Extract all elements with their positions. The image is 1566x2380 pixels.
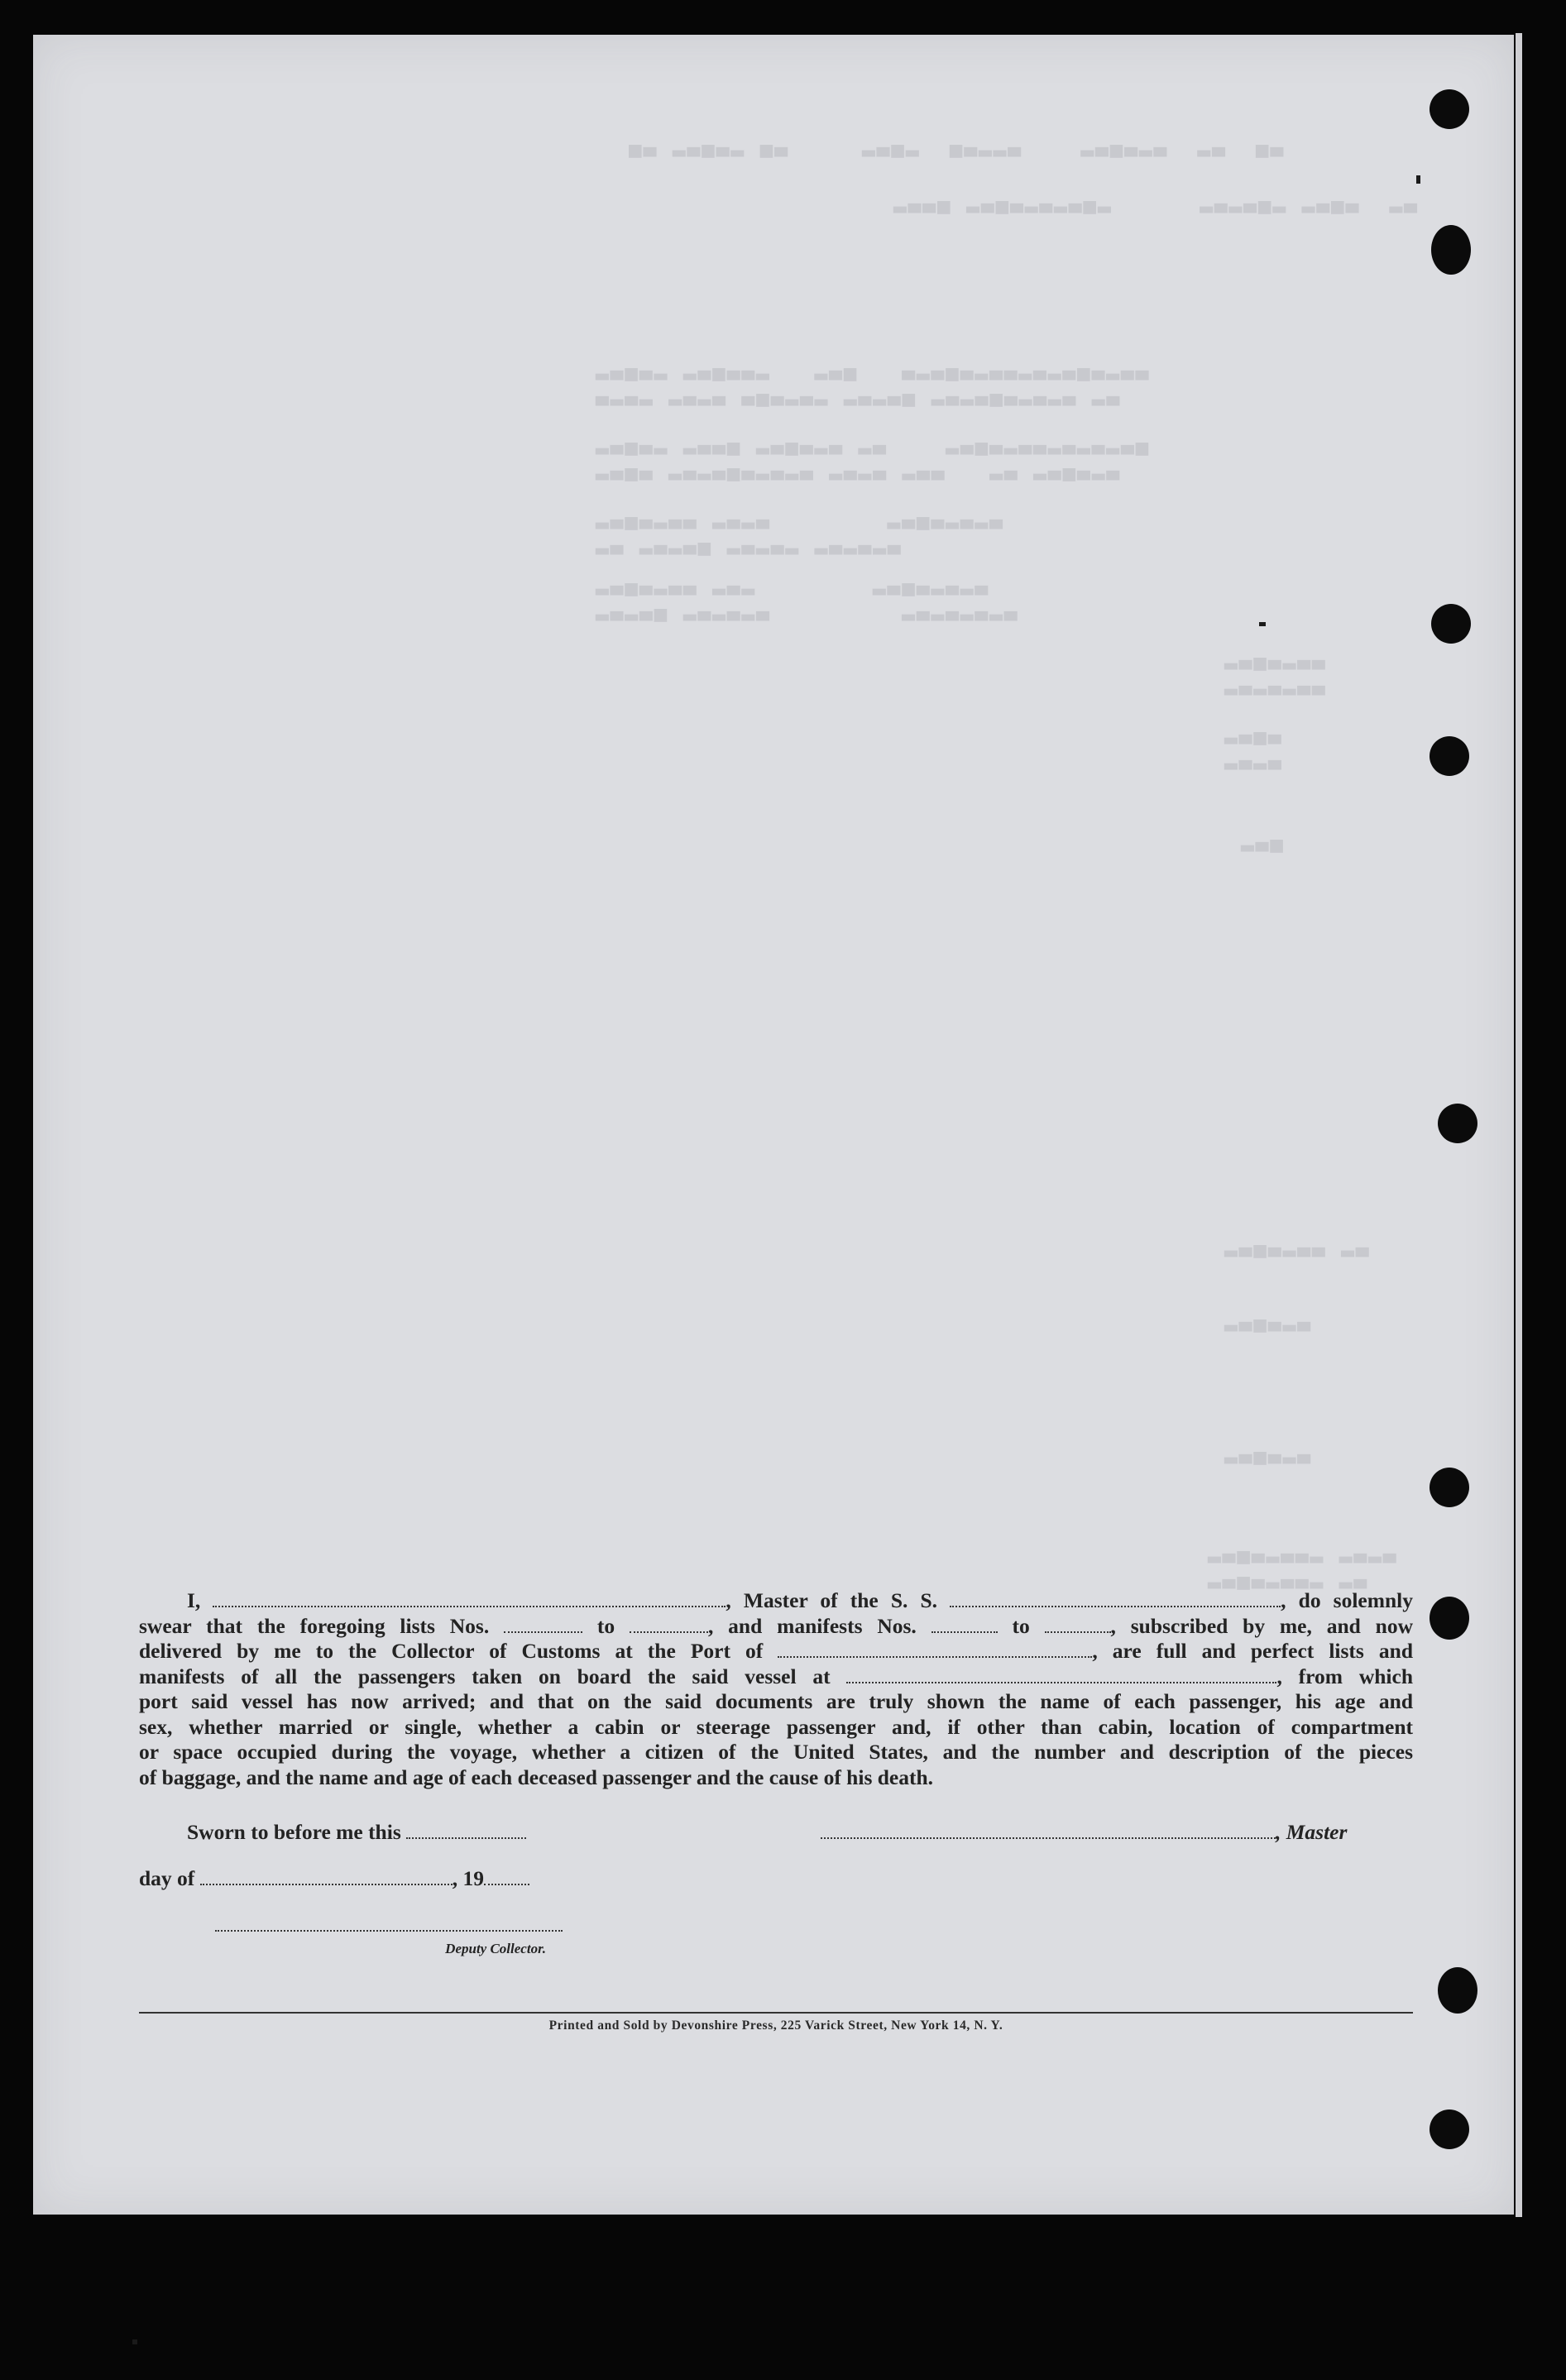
- masters-oath: [139, 1588, 1413, 1790]
- punch-hole: [1430, 1468, 1469, 1507]
- bleed-through-text: ▂▃▄▃▂▃: [1224, 1308, 1312, 1333]
- punch-hole: [1430, 2109, 1469, 2149]
- sworn-block: [139, 1820, 1413, 1956]
- oath-line-4: [139, 1664, 1413, 1690]
- punch-hole: [1431, 604, 1471, 644]
- oath-text: , are full and perfect lists and: [1092, 1639, 1414, 1663]
- sworn-label: Sworn to before me this: [187, 1820, 401, 1844]
- oath-text: I,: [187, 1588, 201, 1612]
- oath-line-5: port said vessel has now arrived; and that on the said documents are truly shown the name of each passenger, his age and: [139, 1689, 1413, 1713]
- bleed-through-text: ▂▃▄▃▂▃: [1224, 1440, 1312, 1465]
- bleed-through-text: ▂▃▃▄ ▂▃▄▃▂▃▂▃▄▂ ▂▃▂▃▄▂ ▂▃▄▃ ▂▃: [893, 189, 1419, 214]
- oath-line-8: of baggage, and the name and age of each deceased passenger and the cause of his death.: [139, 1765, 934, 1789]
- bleed-through-text: ▂▃▄▃▂▃▃ ▂▃: [1224, 1233, 1371, 1258]
- printer-imprint: Printed and Sold by Devonshire Press, 225 Varick Street, New York 14, N. Y.: [548, 2018, 1003, 2033]
- speck: [132, 2339, 137, 2344]
- vessel-name-field[interactable]: [950, 1591, 1281, 1607]
- punch-hole: [1431, 225, 1471, 275]
- master-label: , Master: [1276, 1820, 1348, 1844]
- sworn-day-field[interactable]: [406, 1822, 526, 1839]
- oath-line-3: [139, 1639, 1413, 1664]
- year-label: , 19: [452, 1866, 484, 1890]
- manifests-from-field[interactable]: [931, 1616, 998, 1633]
- master-name-field[interactable]: [213, 1591, 726, 1607]
- year-field[interactable]: [484, 1869, 529, 1885]
- speck: [1416, 175, 1420, 184]
- manifests-to-field[interactable]: [1045, 1616, 1111, 1633]
- master-signature-field[interactable]: [821, 1822, 1276, 1839]
- lists-to-field[interactable]: [630, 1616, 708, 1633]
- bleed-through-text: ▂▃▄▃▂ ▂▃▃▄ ▂▃▄▃▂▃ ▂▃ ▂▃▄▃▂▃▃▂▃▂▃▂▃▄ ▂▃▄▃ ▂▃▂▃▄▃▂▃▂▃ ▂▃▂▃ ▂▃▃ ▂▃ ▂▃▄▃▂▃: [596, 431, 1151, 481]
- bleed-through-text: ▂▃▄▃▂ ▂▃▄▃▃▂ ▂▃▄ ▃▂▃▄▃▂▃▃▂▃▂▃▄▃▂▃▃ ▃▂▃▂ ▂▃▂▃ ▃▄▃▂▃▂ ▂▃▂▃▄ ▂▃▂▃▄▃▂▃▂▃ ▂▃: [596, 357, 1151, 407]
- sworn-line: [187, 1820, 526, 1845]
- deputy-signature-line: [215, 1913, 563, 1957]
- punch-hole: [1438, 1104, 1477, 1143]
- speck: [1259, 622, 1266, 626]
- departure-port-field[interactable]: [846, 1667, 1276, 1683]
- oath-text: , do solemnly: [1281, 1588, 1414, 1612]
- bleed-through-text: ▄▃ ▂▃▄▃▂ ▄▃ ▂▃▄▂ ▄▃▂▂▃ ▂▃▄▃▂▃ ▂▃ ▄▃: [629, 133, 1286, 158]
- oath-text: , from which: [1276, 1664, 1413, 1688]
- deputy-collector-label: Deputy Collector.: [445, 1941, 546, 1956]
- deputy-signature-field[interactable]: [215, 1915, 563, 1932]
- oath-line-2: [139, 1614, 1413, 1640]
- oath-line-6: sex, whether married or single, whether a cabin or steerage passenger and, if other than cabin, location of compartment: [139, 1714, 1413, 1739]
- punch-hole: [1430, 736, 1469, 776]
- footer-rule: [139, 2012, 1413, 2014]
- page-edge: [1516, 33, 1522, 2217]
- oath-text: swear that the foregoing lists Nos.: [139, 1613, 490, 1638]
- bleed-through-text: ▂▃▄: [1241, 828, 1285, 853]
- oath-text: delivered by me to the Collector of Customs at the Port of: [139, 1639, 764, 1663]
- day-of-label: day of: [139, 1866, 195, 1890]
- port-field[interactable]: [778, 1641, 1092, 1658]
- oath-text: , and manifests Nos.: [707, 1613, 917, 1638]
- month-field[interactable]: [200, 1869, 453, 1885]
- oath-text: to: [596, 1613, 615, 1638]
- oath-line-7: or space occupied during the voyage, whether a citizen of the United States, and the number and description of the pieces: [139, 1740, 1413, 1764]
- punch-hole: [1430, 89, 1469, 129]
- oath-text: , Master of the S. S.: [726, 1588, 938, 1612]
- bleed-through-text: ▂▃▄▃▂▃▃▂ ▂▃▂▃ ▂▃▄▃▂▃▃▂ ▂▃: [1208, 1540, 1398, 1590]
- bleed-through-text: ▂▃▄▃▂▃▃ ▂▃▂▃ ▂▃▄▃▂▃▂▃ ▂▃ ▂▃▂▃▄ ▂▃▂▃▂ ▂▃▂▃▂▃: [596, 505, 1004, 556]
- punch-hole: [1438, 1967, 1477, 2014]
- punch-hole: [1430, 1597, 1469, 1640]
- oath-line-1: [139, 1588, 1413, 1614]
- oath-text: , subscribed by me, and now: [1110, 1613, 1413, 1638]
- day-of-line: [139, 1866, 529, 1891]
- bleed-through-text: ▂▃▄▃▂▃▃ ▂▃▂▃▂▃▃: [1224, 646, 1327, 697]
- oath-text: manifests of all the passengers taken on board the said vessel at: [139, 1664, 831, 1688]
- oath-text: to: [1012, 1613, 1030, 1638]
- lists-from-field[interactable]: [504, 1616, 582, 1633]
- bleed-through-text: ▂▃▄▃▂▃▃ ▂▃▂ ▂▃▄▃▂▃▂▃ ▂▃▂▃▄ ▂▃▂▃▂▃ ▂▃▂▃▂▃▂▃: [596, 572, 1019, 622]
- bleed-through-text: ▂▃▄▃ ▂▃▂▃: [1224, 721, 1283, 771]
- master-signature-line: [821, 1820, 1347, 1845]
